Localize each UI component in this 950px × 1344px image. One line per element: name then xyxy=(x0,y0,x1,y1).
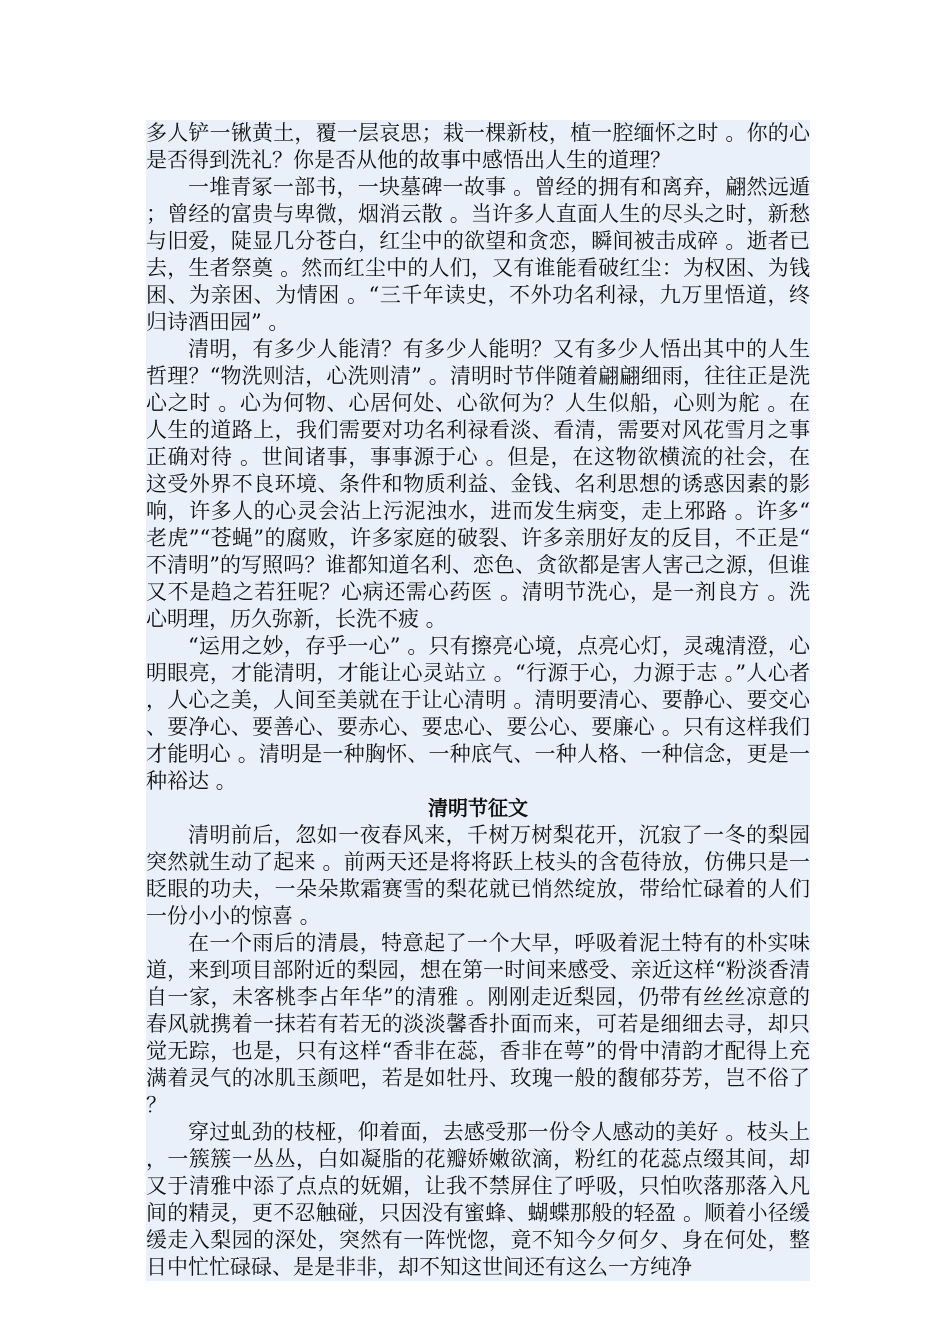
paragraph: 多人铲一锹黄土，覆一层哀思；栽一棵新枝，植一腔缅怀之时 。你的心是否得到洗礼？你是否从他的故事中感悟出人生的道理？ xyxy=(146,121,810,172)
paragraph: 在一个雨后的清晨，特意起了一个大早，呼吸着泥土特有的朴实味道，来到项目部附近的梨园，想在第一时间来感受、亲近这样“粉淡香清自一家，未客桃李占年华”的清雅 。刚刚走近梨园，仍带有丝丝凉意的春风就携着一抹若有若无的淡淡馨香扑面而来，可若是细细去寻，却只觉无踪，也是，只有这样“香非在蕊，香非在萼”的骨中清韵才配得上充满着灵气的冰肌玉颜吧，若是如牡丹、玫瑰一般的馥郁芬芳，岂不俗了？ xyxy=(146,931,810,1117)
paragraph: “运用之妙，存乎一心” 。只有擦亮心境，点亮心灯，灵魂清澄，心明眼亮，才能清明，才能让心灵站立 。“行源于心，力源于志 。”人心者，人心之美，人间至美就在于让心清明 。清明要清心、要静心、要交心、要净心、要善心、要赤心、要忠心、要公心、要廉心 。只有这样我们才能明心 。清明是一种胸怀、一种底气、一种人格、一种信念，更是一种裕达 。 xyxy=(146,634,810,793)
paragraph: 清明，有多少人能清？有多少人能明？又有多少人悟出其中的人生哲理？“物洗则洁，心洗则清” 。清明时节伴随着翩翩细雨，往往正是洗心之时 。心为何物、心居何处、心欲何为？人生似船，心则为舵 。在人生的道路上，我们需要对功名利禄看淡、看清，需要对风花雪月之事正确对待 。世间诸事，事事源于心 。但是，在这物欲横流的社会，在这受外界不良环境、条件和物质利益、金钱、名利思想的诱惑因素的影响，许多人的心灵会沾上污泥浊水，进而发生病变，走上邪路 。许多“老虎”“苍蝇”的腐败，许多家庭的破裂、许多亲朋好友的反目，不正是“不清明”的写照吗？谁都知道名利、恋色、贪欲都是害人害己之源，但谁又不是趋之若狂呢？心病还需心药医 。清明节洗心，是一剂良方 。洗心明理，历久弥新，长洗不疲 。 xyxy=(146,337,810,631)
paragraph: 一堆青冢一部书，一块墓碑一故事 。曾经的拥有和离弃，翩然远遁；曾经的富贵与卑微，烟消云散 。当许多人直面人生的尽头之时，新愁与旧爱，陡显几分苍白，红尘中的欲望和贪恋，瞬间被击成碎 。逝者已去，生者祭奠 。然而红尘中的人们，又有谁能看破红尘：为权困、为钱困、为亲困、为情困 。“三千年读史，不外功名利禄，九万里悟道，终归诗酒田园” 。 xyxy=(146,175,810,334)
section-title: 清明节征文 xyxy=(146,795,810,822)
paragraph: 穿过虬劲的枝桠，仰着面，去感受那一份令人感动的美好 。枝头上，一簇簇一丛丛，白如凝脂的花瓣娇嫩欲滴，粉红的花蕊点缀其间，却又于清雅中添了点点的妩媚，让我不禁屏住了呼吸，只怕吹落那落入凡间的精灵，更不忍触碰，只因没有蜜蜂、蝴蝶那般的轻盈 。顺着小径缓缓走入梨园的深处，突然有一阵恍惚，竟不知今夕何夕、身在何处，整日中忙忙碌碌、是是非非，却不知这世间还有这么一方纯净 xyxy=(146,1120,810,1279)
paragraph: 清明前后，忽如一夜春风来，千树万树梨花开，沉寂了一冬的梨园突然就生动了起来 。前两天还是将将跃上枝头的含苞待放，仿佛只是一眨眼的功夫，一朵朵欺霜赛雪的梨花就已悄然绽放，带给忙碌着的人们一份小小的惊喜 。 xyxy=(146,823,810,928)
document-page xyxy=(146,120,810,1281)
